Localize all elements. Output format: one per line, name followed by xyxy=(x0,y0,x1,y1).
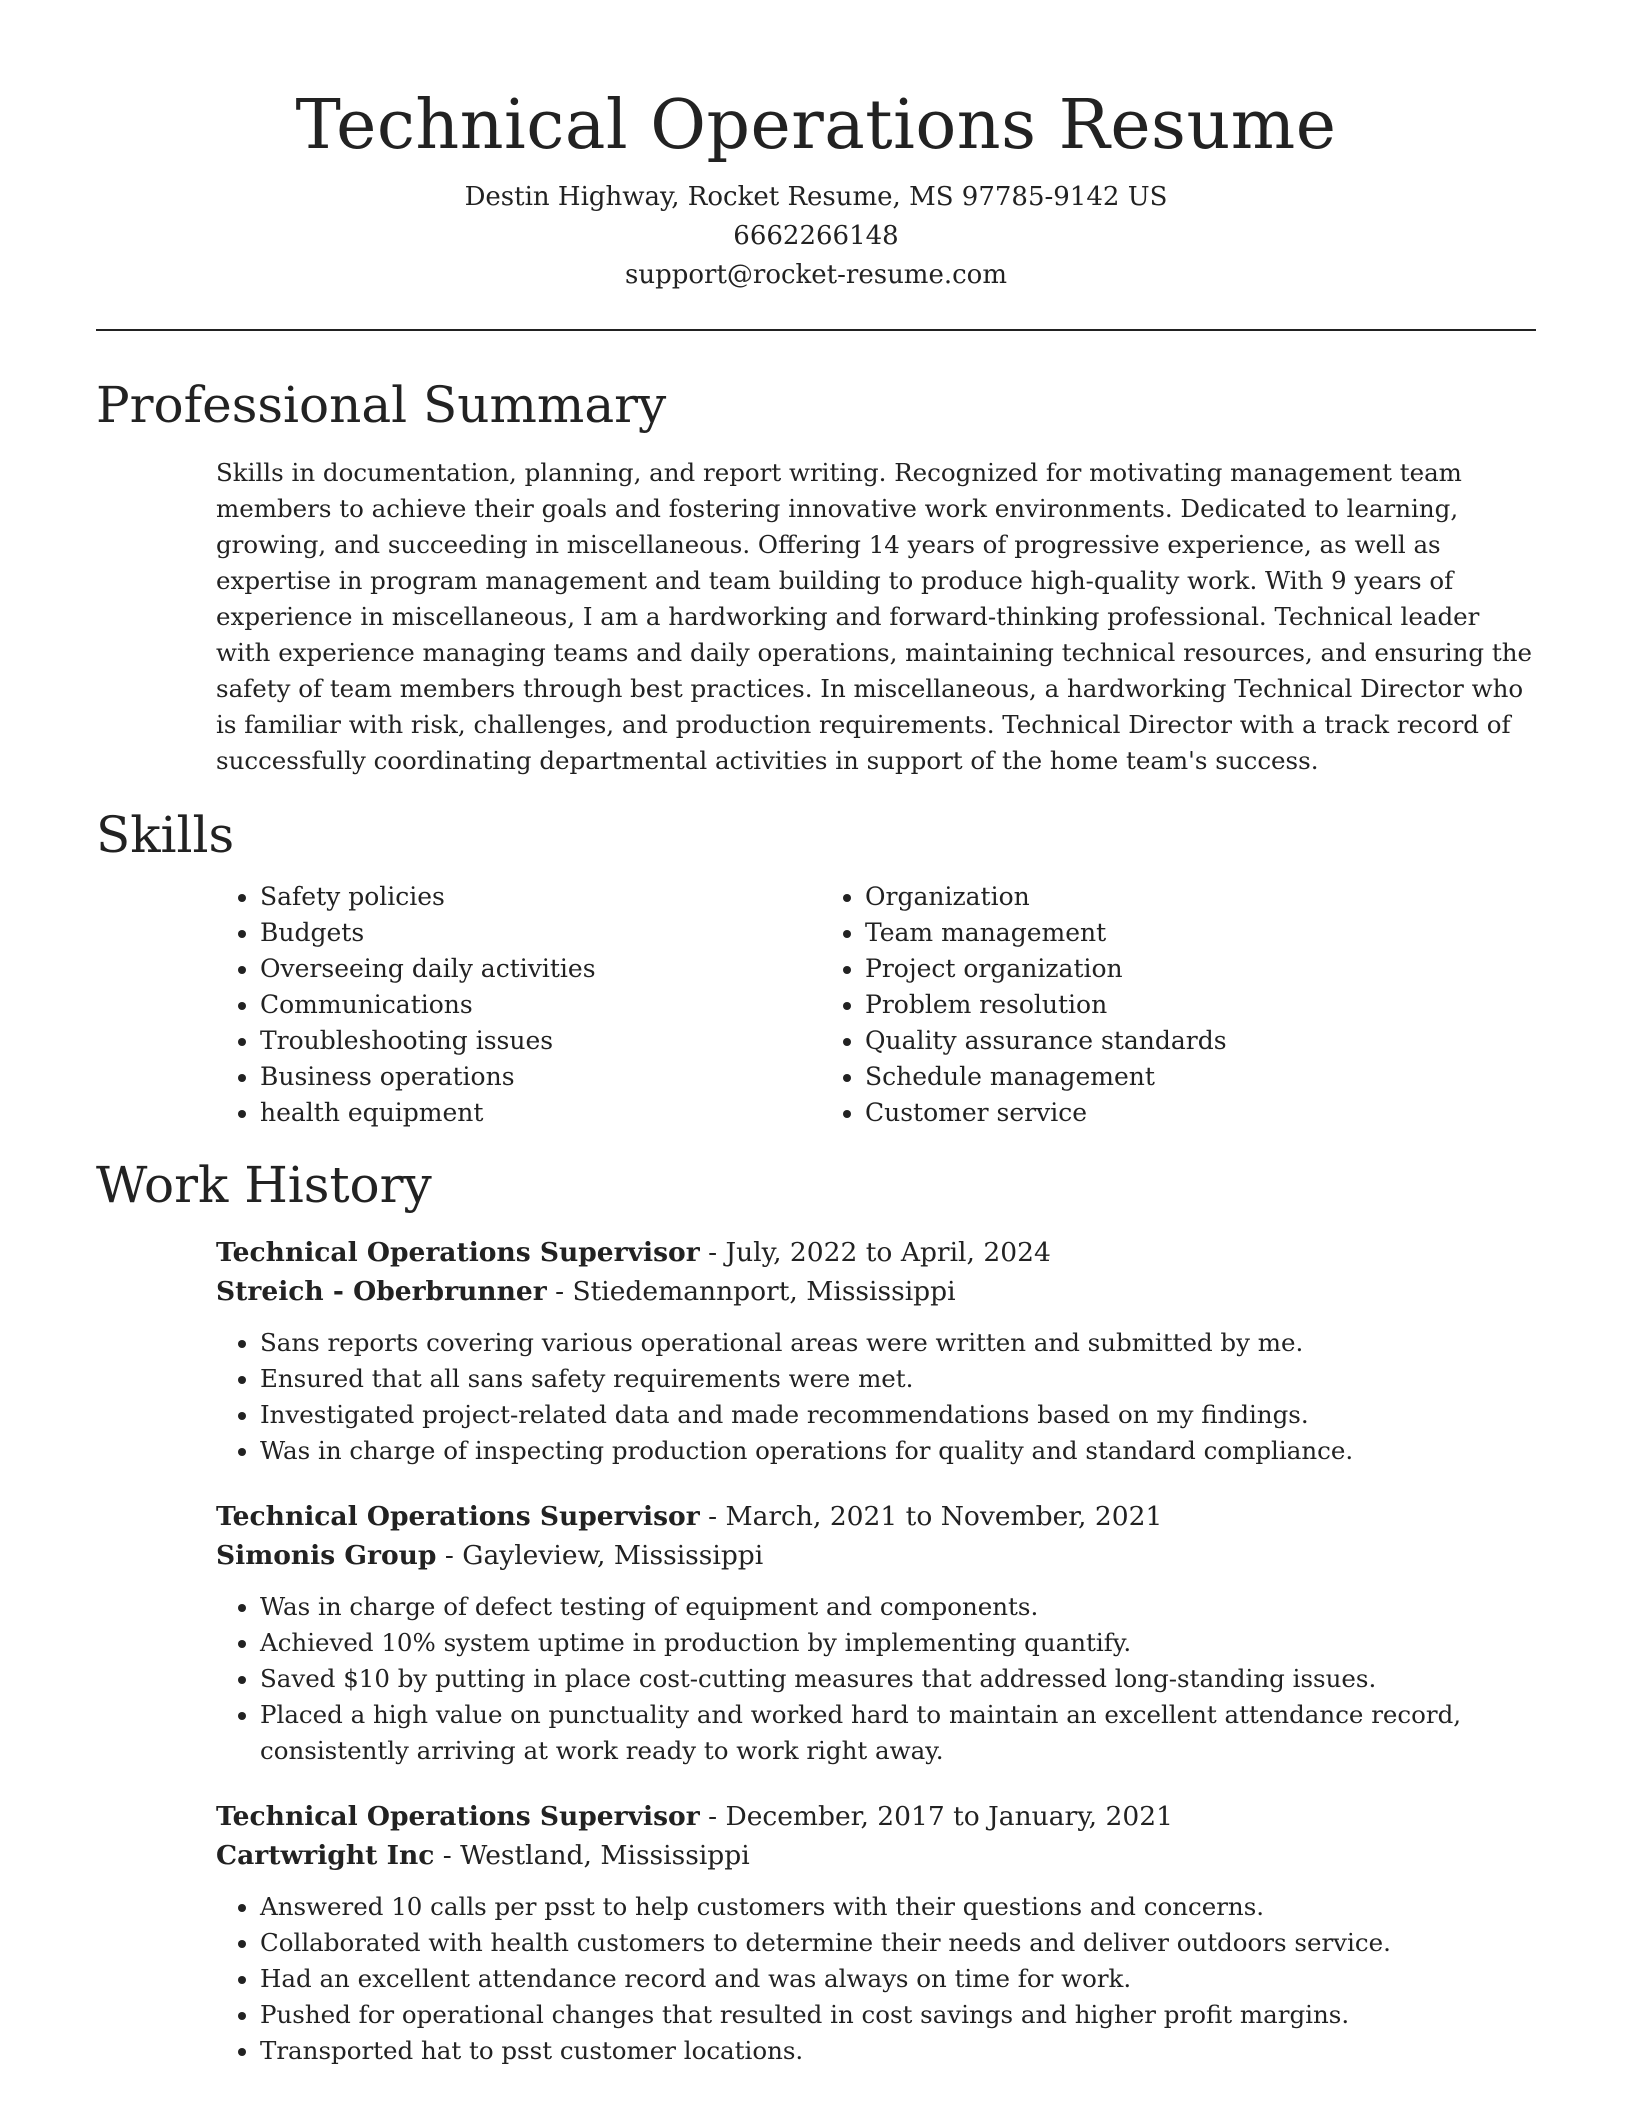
job-bullet: • Saved $10 by putting in place cost-cutting measures that addressed long-standing issues. xyxy=(260,1661,1536,1697)
contact-phone: 6662266148 xyxy=(733,221,899,251)
job-company-line xyxy=(216,1836,1536,1875)
skill-item: • Customer service xyxy=(865,1095,1471,1131)
job-bullet: • Pushed for operational changes that resulted in cost savings and higher profit margins. xyxy=(260,1997,1536,2033)
job-company-line xyxy=(216,1272,1536,1311)
work-history-heading: Work History xyxy=(96,1156,432,1214)
job-dates: - July, 2022 to April, 2024 xyxy=(699,1237,1051,1268)
job-bullets xyxy=(216,1889,1536,2069)
contact-block xyxy=(96,178,1536,295)
skill-item: • Schedule management xyxy=(865,1059,1471,1095)
job-bullets xyxy=(216,1325,1536,1469)
header-divider xyxy=(96,329,1536,331)
job-title-line xyxy=(216,1797,1536,1836)
job-title: Technical Operations Supervisor xyxy=(216,1801,700,1832)
skill-item: • Problem resolution xyxy=(865,987,1471,1023)
job-location: - Westland, Mississippi xyxy=(434,1840,750,1871)
job-bullet: • Investigated project-related data and made recommendations based on my findings. xyxy=(260,1397,1536,1433)
resume-title: Technical Operations Resume xyxy=(295,86,1337,165)
job-company: Cartwright Inc xyxy=(216,1840,435,1871)
job-bullet: • Was in charge of defect testing of equipment and components. xyxy=(260,1589,1536,1625)
job-bullet: • Collaborated with health customers to determine their needs and deliver outdoors service. xyxy=(260,1925,1536,1961)
job-bullet: • Placed a high value on punctuality and worked hard to maintain an excellent attendance record, consistently arriving at work ready to work right away. xyxy=(260,1697,1536,1769)
skill-item: • Budgets xyxy=(260,915,821,951)
job-bullet: • Was in charge of inspecting production operations for quality and standard compliance. xyxy=(260,1433,1536,1469)
job-dates: - December, 2017 to January, 2021 xyxy=(699,1801,1173,1832)
skill-item: • Communications xyxy=(260,987,821,1023)
job-location: - Gayleview, Mississippi xyxy=(436,1540,764,1571)
skill-item: • Safety policies xyxy=(260,879,821,915)
job-title: Technical Operations Supervisor xyxy=(216,1237,700,1268)
skills-heading: Skills xyxy=(96,806,235,864)
job-title-line xyxy=(216,1233,1536,1272)
job-bullet: • Achieved 10% system uptime in production by implementing quantify. xyxy=(260,1625,1536,1661)
skill-item: • Team management xyxy=(865,915,1471,951)
skill-item: • Troubleshooting issues xyxy=(260,1023,821,1059)
summary-heading: Professional Summary xyxy=(96,376,667,434)
skills-column-right xyxy=(821,879,1471,1131)
summary-text: Skills in documentation, planning, and report writing. Recognized for motivating management team members to achieve their goals and fostering innovative work environments. Dedicated to learning, growing, and succeeding in miscellaneous. Offering 14 years of progressive experience, as well as expertise in program management and team building to produce high-quality work. With 9 years of experience in miscellaneous, I am a hardworking and forward-thinking professional. Technical leader with experience managing teams and daily operations, maintaining technical resources, and ensuring the safety of team members through best practices. In miscellaneous, a hardworking Technical Director who is familiar with risk, challenges, and production requirements. Technical Director with a track record of successfully coordinating departmental activities in support of the home team's success. xyxy=(216,458,1532,775)
job-company: Streich - Oberbrunner xyxy=(216,1276,547,1307)
job-bullets xyxy=(216,1589,1536,1769)
contact-email[interactable]: support@rocket-resume.com xyxy=(624,260,1007,290)
contact-address: Destin Highway, Rocket Resume, MS 97785-9142 US xyxy=(464,182,1168,212)
job-bullet: • Ensured that all sans safety requirements were met. xyxy=(260,1361,1536,1397)
job-location: - Stiedemannport, Mississippi xyxy=(546,1276,956,1307)
job-entry xyxy=(216,1797,1536,2069)
job-bullet: • Had an excellent attendance record and was always on time for work. xyxy=(260,1961,1536,1997)
job-entry xyxy=(216,1233,1536,1469)
job-bullet: • Answered 10 calls per psst to help customers with their questions and concerns. xyxy=(260,1889,1536,1925)
job-entry xyxy=(216,1497,1536,1769)
job-company-line xyxy=(216,1536,1536,1575)
skills-column-left xyxy=(216,879,821,1131)
skill-item: • health equipment xyxy=(260,1095,821,1131)
skill-item: • Business operations xyxy=(260,1059,821,1095)
job-bullet: • Sans reports covering various operational areas were written and submitted by me. xyxy=(260,1325,1536,1361)
job-company: Simonis Group xyxy=(216,1540,437,1571)
skill-item: • Organization xyxy=(865,879,1471,915)
job-title-line xyxy=(216,1497,1536,1536)
skills-list xyxy=(216,879,1536,1131)
job-dates: - March, 2021 to November, 2021 xyxy=(699,1501,1163,1532)
skill-item: • Project organization xyxy=(865,951,1471,987)
job-title: Technical Operations Supervisor xyxy=(216,1501,700,1532)
skill-item: • Overseeing daily activities xyxy=(260,951,821,987)
skill-item: • Quality assurance standards xyxy=(865,1023,1471,1059)
resume-page xyxy=(96,0,1536,2069)
job-bullet: • Transported hat to psst customer locations. xyxy=(260,2033,1536,2069)
